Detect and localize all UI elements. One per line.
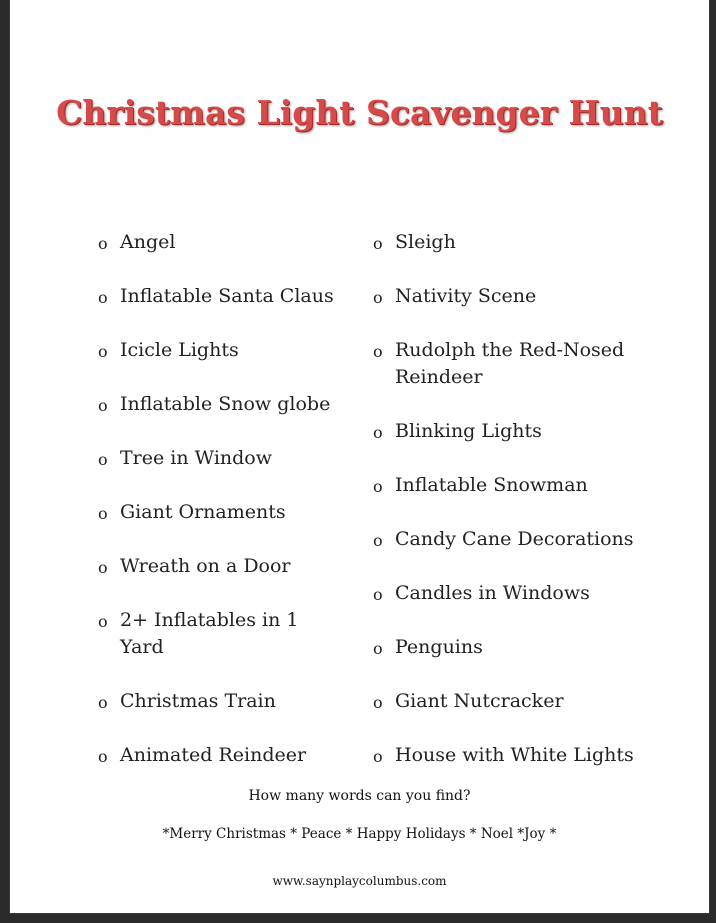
checkbox-circle-icon: o <box>373 342 383 361</box>
footer-question: How many words can you find? <box>248 788 471 804</box>
checklist-left-column <box>98 229 348 796</box>
list-item <box>98 283 348 310</box>
item-label: Icicle Lights <box>120 339 239 361</box>
checkbox-circle-icon: o <box>373 747 383 766</box>
checkbox-circle-icon: o <box>98 558 108 577</box>
list-item <box>98 688 348 715</box>
item-label: Candles in Windows <box>395 582 590 604</box>
checkbox-circle-icon: o <box>373 639 383 658</box>
checkbox-circle-icon: o <box>373 693 383 712</box>
checkbox-circle-icon: o <box>373 477 383 496</box>
checkbox-circle-icon: o <box>98 612 108 631</box>
checkbox-circle-icon: o <box>373 531 383 550</box>
item-label: Rudolph the Red-Nosed Reindeer <box>395 339 625 388</box>
checkbox-circle-icon: o <box>98 504 108 523</box>
item-label: Animated Reindeer <box>120 744 307 766</box>
list-item <box>373 229 658 256</box>
list-item <box>373 526 658 553</box>
checkbox-circle-icon: o <box>98 450 108 469</box>
checkbox-circle-icon: o <box>373 288 383 307</box>
checkbox-circle-icon: o <box>98 747 108 766</box>
checkbox-circle-icon: o <box>373 423 383 442</box>
page-title: Christmas Light Scavenger Hunt <box>56 93 663 132</box>
list-item <box>373 418 658 445</box>
item-label: Inflatable Santa Claus <box>120 285 334 307</box>
checkbox-circle-icon: o <box>373 585 383 604</box>
list-item <box>98 742 348 769</box>
list-item <box>98 229 348 256</box>
checkbox-circle-icon: o <box>98 234 108 253</box>
list-item <box>98 607 348 661</box>
list-item <box>373 634 658 661</box>
checkbox-circle-icon: o <box>98 396 108 415</box>
item-label: Candy Cane Decorations <box>395 528 634 550</box>
item-label: Penguins <box>395 636 483 658</box>
footer-hidden-words: *Merry Christmas * Peace * Happy Holidays * Noel *Joy * <box>162 826 557 842</box>
footer-website: www.saynplaycolumbus.com <box>272 874 447 888</box>
item-label: Angel <box>120 231 176 253</box>
list-item <box>98 499 348 526</box>
item-label: Giant Ornaments <box>120 501 286 523</box>
list-item <box>373 337 658 391</box>
checklist-right-column <box>373 229 658 796</box>
item-label: Inflatable Snowman <box>395 474 588 496</box>
list-item <box>373 688 658 715</box>
item-label: Giant Nutcracker <box>395 690 564 712</box>
list-item <box>373 742 658 769</box>
item-label: Wreath on a Door <box>120 555 291 577</box>
item-label: Inflatable Snow globe <box>120 393 331 415</box>
checkbox-circle-icon: o <box>98 693 108 712</box>
list-item <box>373 283 658 310</box>
list-item <box>98 445 348 472</box>
list-item <box>98 391 348 418</box>
list-item <box>373 580 658 607</box>
checkbox-circle-icon: o <box>98 342 108 361</box>
item-label: Nativity Scene <box>395 285 537 307</box>
item-label: Blinking Lights <box>395 420 542 442</box>
checkbox-circle-icon: o <box>373 234 383 253</box>
item-label: Sleigh <box>395 231 456 253</box>
list-item <box>98 337 348 364</box>
list-item <box>373 472 658 499</box>
checkbox-circle-icon: o <box>98 288 108 307</box>
item-label: Christmas Train <box>120 690 276 712</box>
item-label: Tree in Window <box>120 447 273 469</box>
item-label: House with White Lights <box>395 744 634 766</box>
list-item <box>98 553 348 580</box>
item-label: 2+ Inflatables in 1 Yard <box>120 609 299 658</box>
document-page <box>10 0 709 913</box>
